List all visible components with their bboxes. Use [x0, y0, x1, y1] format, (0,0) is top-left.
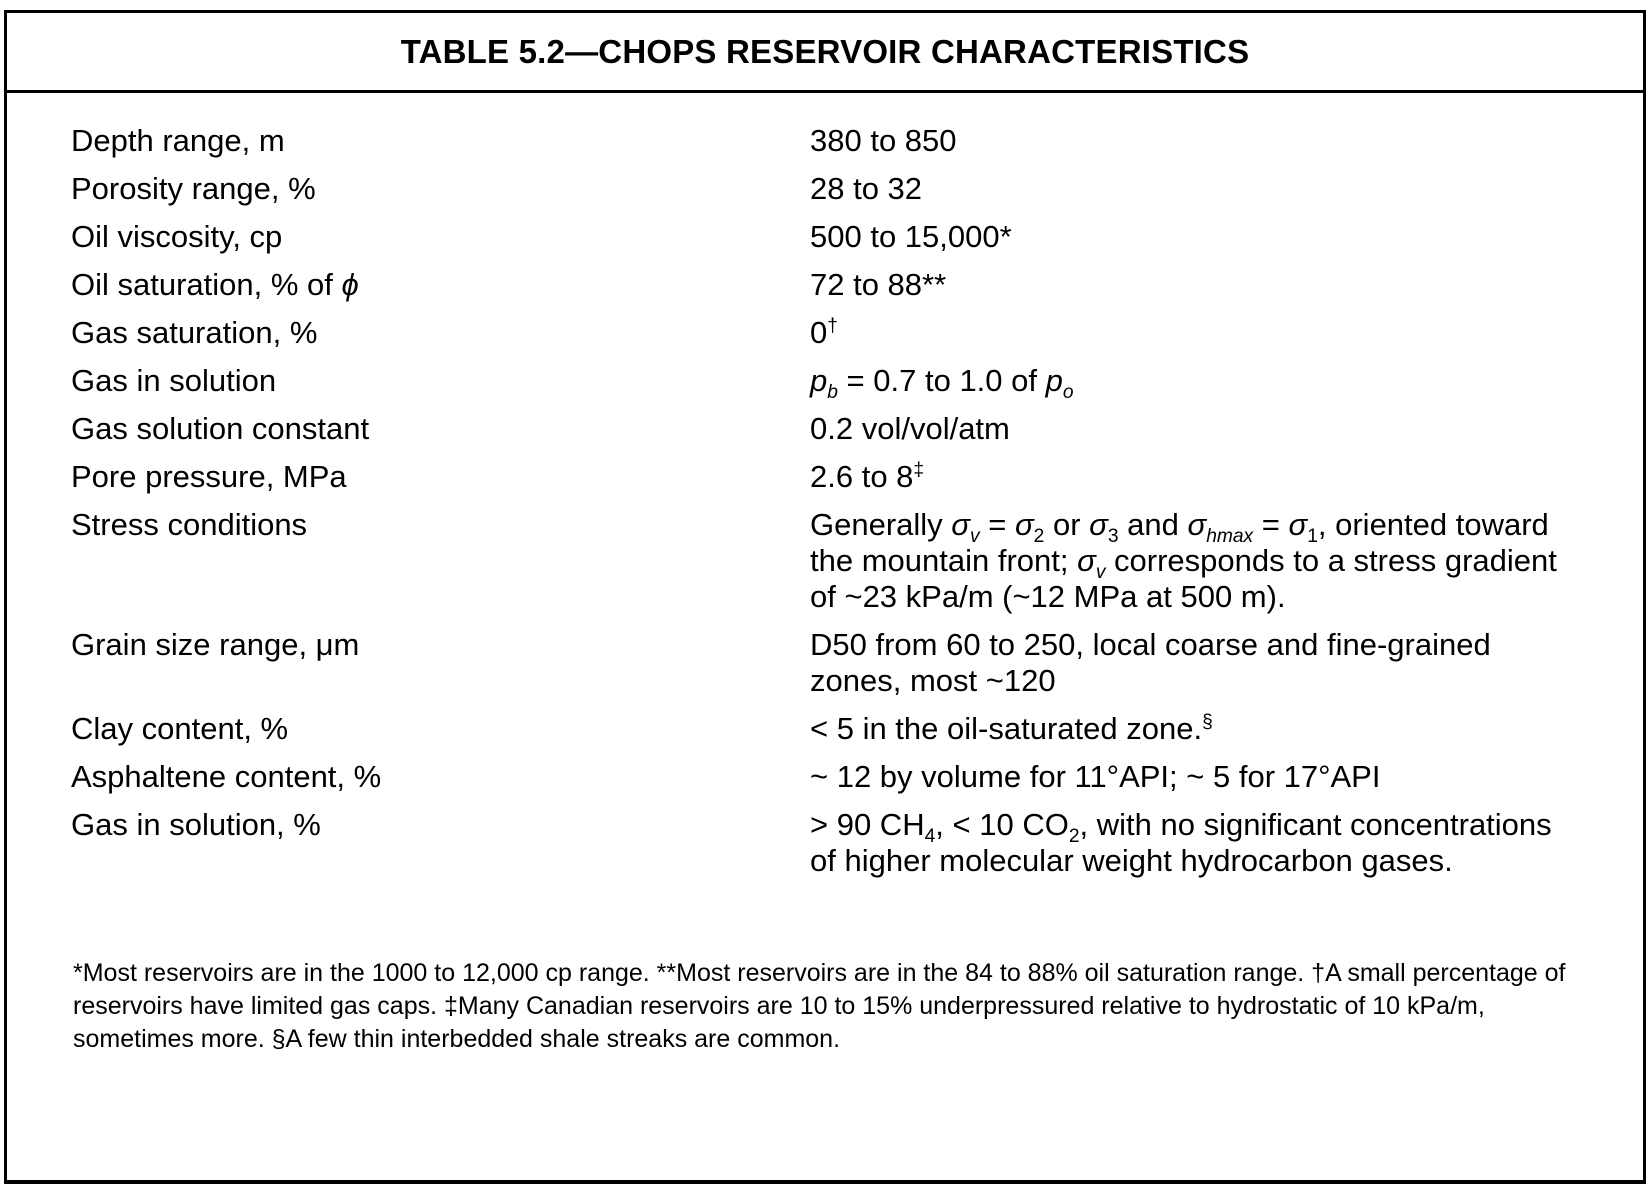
row-value: < 5 in the oil-saturated zone.§ — [810, 711, 1213, 746]
table-body — [7, 93, 1643, 1056]
row-value: 2.6 to 8‡ — [810, 459, 925, 494]
table-row — [71, 411, 1643, 447]
table-frame — [4, 10, 1646, 1184]
row-label: Clay content, % — [71, 711, 289, 746]
row-value: 72 to 88** — [810, 267, 947, 302]
table-row — [71, 507, 1643, 615]
row-label: Gas saturation, % — [71, 315, 318, 350]
table-row — [71, 759, 1643, 795]
table-row — [71, 315, 1643, 351]
table-row — [71, 123, 1643, 159]
row-label: Stress conditions — [71, 507, 308, 542]
row-value: 28 to 32 — [810, 171, 923, 206]
table-row — [71, 363, 1643, 404]
row-value: D50 from 60 to 250, local coarse and fine-grained zones, most ~120 — [810, 627, 1491, 698]
row-value: 380 to 850 — [810, 123, 957, 158]
row-label: Depth range, m — [71, 123, 285, 158]
row-value: $p_b = 0.7$ to 1.0 of $p_o$ — [810, 363, 1074, 404]
row-value: ~ 12 by volume for 11°API; ~ 5 for 17°API — [810, 759, 1381, 794]
row-label: Grain size range, μm — [71, 627, 360, 662]
table-row — [71, 627, 1643, 699]
row-label: Oil viscosity, cp — [71, 219, 283, 254]
table-row — [71, 711, 1643, 747]
table-rows — [71, 123, 1643, 879]
row-label: Asphaltene content, % — [71, 759, 382, 794]
table-title: TABLE 5.2—CHOPS RESERVOIR CHARACTERISTICS — [400, 32, 1250, 70]
row-value: Generally $\sigma_v = \sigma_2$ or $\sigma_3$ and $\sigma_{hmax} = \sigma_1$, oriented toward the mountain front; $\sigma_v$ corresponds to a stress gradient of ~23 kPa/m (~12 MPa at 500 m). — [810, 507, 1557, 614]
row-label: Porosity range, % — [71, 171, 316, 206]
table-footnote: *Most reservoirs are in the 1000 to 12,000 cp range. **Most reservoirs are in the 84 to 88% oil saturation range. †A small percentage of reservoirs have limited gas caps. ‡Many Canadian reservoirs are 10 to 15% underpressured relative to hydrostatic of 10 kPa/m, sometimes more. §A few thin interbedded shale streaks are common. — [73, 959, 1566, 1053]
row-value: 500 to 15,000* — [810, 219, 1012, 254]
row-label: Oil saturation, % of ϕ — [71, 267, 359, 302]
row-value: 0† — [810, 315, 838, 350]
row-value: > 90 $CH_4$, < 10 $CO_2$, with no significant concentrations of higher molecular weight hydrocarbon gases. — [810, 807, 1552, 878]
table-row — [71, 171, 1643, 207]
table-row — [71, 807, 1643, 879]
table-row — [71, 267, 1643, 303]
row-value: 0.2 vol/vol/atm — [810, 411, 1010, 446]
row-label: Gas solution constant — [71, 411, 370, 446]
table-title-bar — [7, 13, 1643, 93]
table-row — [71, 219, 1643, 255]
row-label: Gas in solution, % — [71, 807, 321, 842]
table-row — [71, 459, 1643, 495]
row-label: Pore pressure, MPa — [71, 459, 347, 494]
row-label: Gas in solution — [71, 363, 277, 398]
